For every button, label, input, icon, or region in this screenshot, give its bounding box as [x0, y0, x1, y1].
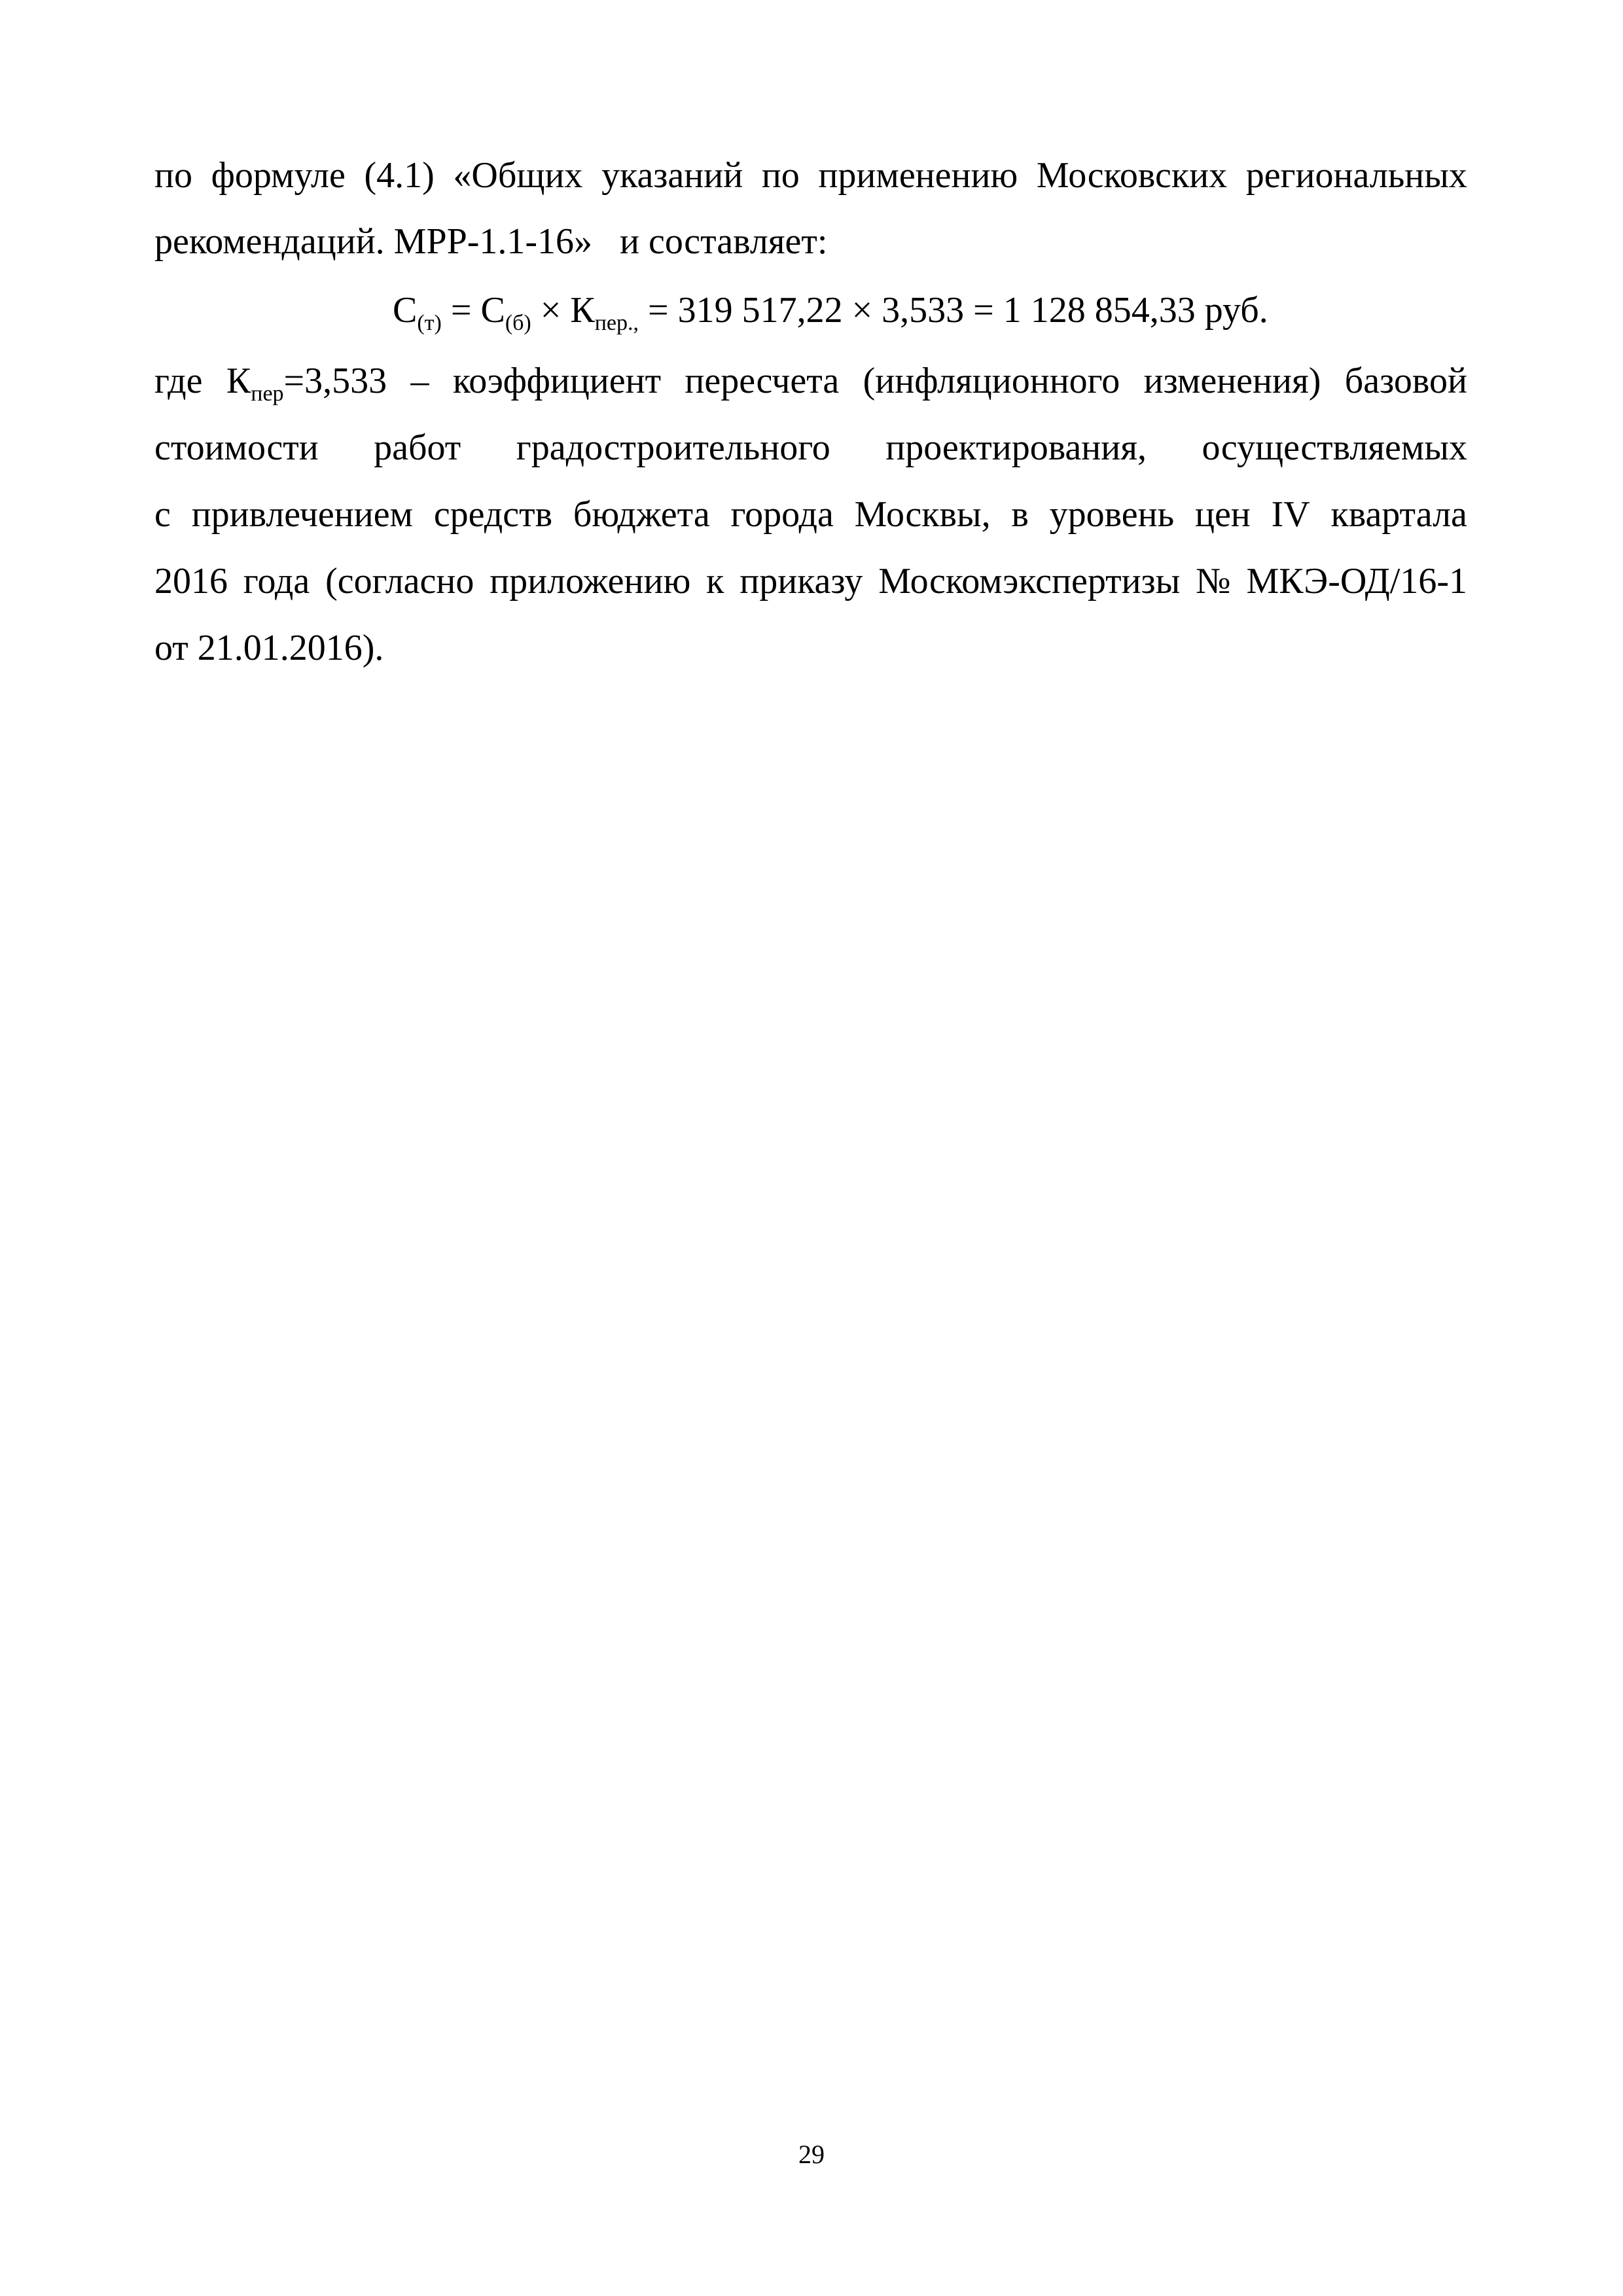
- formula-sub-per: пер.,: [594, 311, 639, 335]
- word: указаний: [601, 155, 743, 196]
- formula-times: × К: [531, 290, 595, 331]
- word: привлечением: [191, 494, 413, 535]
- cost-formula: [393, 289, 1268, 335]
- word: градостроительного: [516, 427, 830, 468]
- word: пересчета: [685, 361, 840, 401]
- word: 2016: [154, 561, 228, 601]
- word: Москвы,: [854, 494, 991, 535]
- word: Московских: [1036, 155, 1228, 196]
- formula-rest: = 319 517,22 × 3,533 = 1 128 854,33 руб.: [639, 290, 1268, 331]
- k-per-term: Кпер=3,533: [226, 361, 387, 406]
- word: базовой: [1344, 361, 1467, 401]
- formula-c: С: [393, 290, 418, 331]
- word: бюджета: [573, 494, 710, 535]
- page-number: 29: [798, 2140, 825, 2169]
- word: формуле: [211, 155, 346, 196]
- word: приказу: [740, 561, 863, 601]
- word: коэффициент: [452, 361, 662, 401]
- word: города: [730, 494, 834, 535]
- word: года: [243, 561, 310, 601]
- word: в: [1011, 494, 1029, 535]
- word: средств: [433, 494, 553, 535]
- word: цен: [1194, 494, 1251, 535]
- paragraph2-line1: [154, 360, 1467, 406]
- word: где: [154, 361, 203, 401]
- word: МКЭ-ОД/16-1: [1246, 561, 1467, 601]
- word: уровень: [1049, 494, 1175, 535]
- word: (согласно: [325, 561, 474, 601]
- word: проектирования,: [885, 427, 1147, 468]
- word: осуществляемых: [1202, 427, 1467, 468]
- word: работ: [374, 427, 461, 468]
- word: (4.1): [364, 155, 435, 196]
- word: IV: [1271, 494, 1310, 535]
- word: по: [761, 155, 800, 196]
- word: стоимости: [154, 427, 319, 468]
- k-symbol: К: [226, 361, 251, 401]
- word: –: [410, 361, 429, 401]
- formula-sub-t: (т): [417, 311, 442, 335]
- paragraph2-line4: [154, 560, 1467, 602]
- k-value: =3,533: [283, 361, 387, 401]
- word: (инфляционного: [863, 361, 1120, 401]
- word: к: [706, 561, 724, 601]
- word: квартала: [1330, 494, 1467, 535]
- paragraph2-line2: [154, 427, 1467, 469]
- paragraph2-line5: от 21.01.2016).: [154, 628, 384, 668]
- formula-eq1: = С: [441, 290, 505, 331]
- word: №: [1196, 561, 1231, 601]
- word: изменения): [1143, 361, 1321, 401]
- paragraph1-line2: рекомендаций. МРР-1.1-16» и составляет:: [154, 221, 828, 262]
- word: региональных: [1245, 155, 1467, 196]
- formula-sub-b: (б): [505, 311, 531, 335]
- word: Москомэкспертизы: [878, 561, 1181, 601]
- word: с: [154, 494, 171, 535]
- word: приложению: [490, 561, 691, 601]
- paragraph2-line3: [154, 493, 1467, 535]
- word: по: [154, 155, 192, 196]
- word: «Общих: [453, 155, 583, 196]
- paragraph1-line1: [154, 154, 1467, 196]
- word: применению: [818, 155, 1018, 196]
